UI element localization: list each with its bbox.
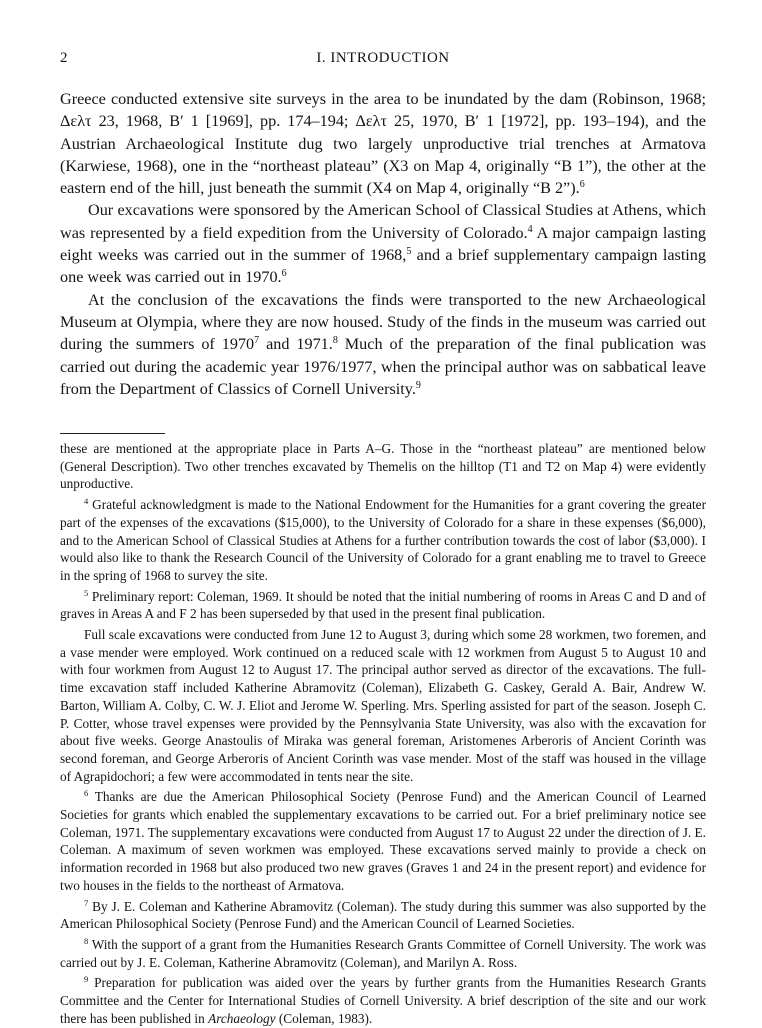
paragraph-1 xyxy=(60,88,706,199)
main-text xyxy=(60,88,706,400)
footnote-5-text: Preliminary report: Coleman, 1969. It should be noted that the initial numbering of rooms in Areas C and D and of graves in Areas A and F 2 has been superseded by that used in the present final publication. xyxy=(60,588,706,622)
footnote-ref-4: 4 xyxy=(527,223,533,235)
footnote-8-text: With the support of a grant from the Humanities Research Grants Committee of Cornell University. The work was carried out by J. E. Coleman, Katherine Abramovitz (Coleman), and Marilyn A. Ross. xyxy=(60,936,706,970)
footnote-7-text: By J. E. Coleman and Katherine Abramovitz (Coleman). The study during this summer was also supported by the American Philosophical Society (Penrose Fund) and the American Council of Learned Societies. xyxy=(60,898,706,932)
paragraph-3 xyxy=(60,289,706,400)
paragraph-2 xyxy=(60,199,706,288)
footnote-continued: these are mentioned at the appropriate place in Parts A–G. Those in the “northeast plateau” are mentioned below (General Description). Two other trenches excavated by Themelis on the hilltop (T1 and T2 on Map 4) were evidently unproductive. xyxy=(60,441,706,492)
footnote-ref-6b: 6 xyxy=(281,268,287,280)
footnote-5 xyxy=(60,588,706,623)
footnote-9 xyxy=(60,974,706,1027)
footnote-ref-9: 9 xyxy=(415,379,421,391)
footnote-8 xyxy=(60,936,706,971)
footnote-ref-6: 6 xyxy=(579,179,585,191)
footnote-7 xyxy=(60,898,706,933)
paragraph-2-text-b: A major campaign lasting eight weeks was carried out in the summer of 1968, xyxy=(60,223,707,265)
running-head: I. INTRODUCTION xyxy=(316,50,450,66)
footnote-4-mark: 4 xyxy=(84,496,89,507)
footnote-9-mark: 9 xyxy=(84,974,89,985)
footnote-9-text-a: Preparation for publication was aided over the years by further grants from the Humanities Research Grants Committee and the Center for International Studies of Cornell University. A brief description of the site and our work there has been published in xyxy=(60,975,706,1026)
paragraph-3-text-c: Much of the preparation of the final publication was carried out during the academic year 1976/1977, when the principal author was on sabbatical leave from the Department of Classics of Cornell University. xyxy=(60,335,706,398)
page-number: 2 xyxy=(60,50,68,66)
footnote-5-continued: Full scale excavations were conducted from June 12 to August 3, during which some 28 workmen, two foremen, and a vase mender were employed. Work continued on a reduced scale with 12 workmen from August 5 to August 10 and with four workmen from August 12 to August 17. The principal author served as director of the excavations. The full-time excavation staff included Katherine Abramovitz (Coleman), Elizabeth G. Caskey, Gerald A. Bair, Andrew W. Barton, William A. Colby, C. W. J. Eliot and Jerome W. Sperling. Mrs. Sperling assisted for part of the season. Joseph C. P. Cotter, whose travel expenses were provided by the Pennsylvania State University, was also with the excavation for about five weeks. George Anastoulis of Miraka was general foreman, Aristomenes Arberoris of Ancient Corinth was second foreman, and George Arberoris of Ancient Corinth was vase mender. Most of the staff was housed in the village of Agrapidochori; a few were accommodated in tents near the site. xyxy=(60,627,706,784)
page-header xyxy=(60,50,706,72)
footnote-6-text: Thanks are due the American Philosophical Society (Penrose Fund) and the American Council of Learned Societies for grants which enabled the supplementary excavations to be carried out. For a brief preliminary notice see Coleman, 1971. The supplementary excavations were conducted from August 17 to August 22 under the direction of J. E. Coleman. A maximum of seven workmen was employed. These excavations served mainly to provide a check on information recorded in 1968 but also produced two new graves (Graves 1 and 24 in the present report) and evidence for two houses in the fields to the northeast of Armatova. xyxy=(60,789,706,893)
footnote-4 xyxy=(60,496,706,585)
footnote-9-text-b: (Coleman, 1983). xyxy=(275,1010,373,1026)
footnote-9-journal-title: Archaeology xyxy=(208,1010,276,1026)
footnote-ref-5: 5 xyxy=(406,246,412,258)
footnote-ref-8: 8 xyxy=(332,335,338,347)
footnote-4-text: Grateful acknowledgment is made to the National Endowment for the Humanities for a grant covering the greater part of the expenses of the excavations ($15,000), to the University of Colorado for a share in these expenses ($6,000), and to the American School of Classical Studies at Athens for a further contribution towards the cost of labor ($3,000). I would also like to thank the Research Council of the University of Colorado for a grant enabling me to travel to Greece in the spring of 1968 to survey the site. xyxy=(60,497,706,583)
paragraph-1-text: Greece conducted extensive site surveys in the area to be inundated by the dam (Robinson, 1968; Δελτ 23, 1968, Β′ 1 [1969], pp. 174–194; Δελτ 25, 1970, Β′ 1 [1972], pp. 193–194), and the Austrian Archaeological Institute dug two largely unproductive trial trenches at Armatova (Karwiese, 1968), one in the “northeast plateau” (X3 on Map 4, originally “B 1”), the other at the eastern end of the hill, just beneath the summit (X4 on Map 4, originally “B 2”). xyxy=(60,90,706,198)
footnote-6 xyxy=(60,788,706,894)
footnote-8-mark: 8 xyxy=(84,935,89,946)
footnote-divider xyxy=(60,433,165,434)
footnote-7-mark: 7 xyxy=(84,897,89,908)
paragraph-3-text-b: and 1971. xyxy=(259,335,333,354)
footnote-5-mark: 5 xyxy=(84,587,89,598)
paragraph-2-text-c: and a brief supplementary campaign lasting one week was carried out in 1970. xyxy=(60,246,706,287)
footnote-6-mark: 6 xyxy=(84,788,89,799)
paragraph-3-text-a: At the conclusion of the excavations the finds were transported to the new Archaeological Museum at Olympia, where they are now housed. Study of the finds in the museum was carried out during the summers of 1970 xyxy=(60,290,706,354)
paragraph-2-text-a: Our excavations were sponsored by the American School of Classical Studies at Athens, which was represented by a field expedition from the University of Colorado. xyxy=(60,201,706,242)
footnote-ref-7: 7 xyxy=(254,335,260,347)
footnotes xyxy=(60,440,706,1028)
